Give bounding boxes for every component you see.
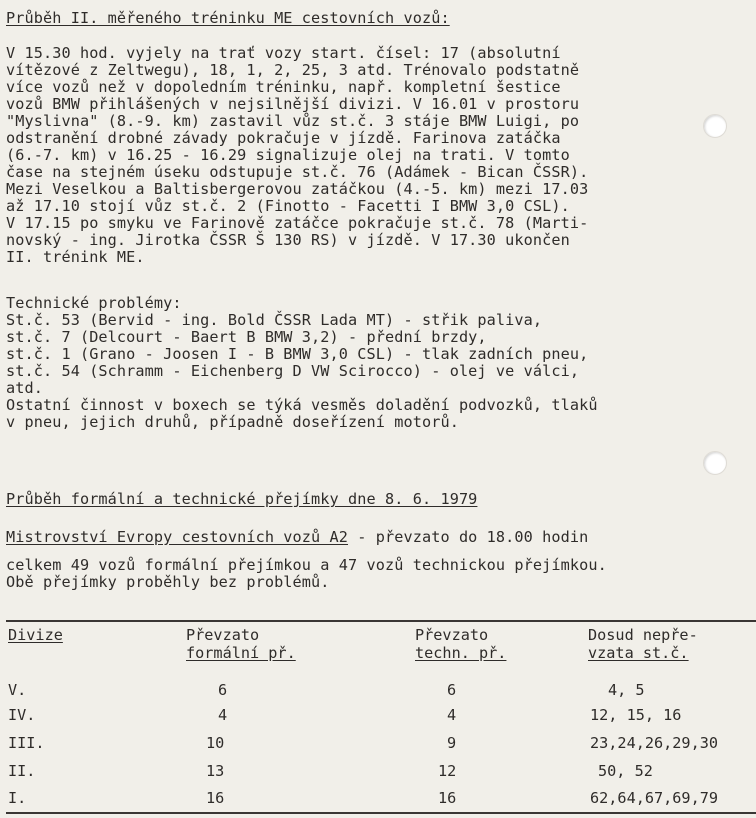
cell-remaining: 4, 5 <box>608 681 645 699</box>
body-line: vozů BMW přihlášených v nejsilnější divizi. V 16.01 v prostoru <box>6 95 580 113</box>
body-line: více vozů než v dopoledním tréninku, např. kompletní šestice <box>6 78 561 96</box>
table-header-division: Divize <box>8 626 63 644</box>
body-line: st.č. 54 (Schramm - Eichenberg D VW Scirocco) - olej ve válci, <box>6 362 580 380</box>
cell-division: IV. <box>8 706 36 724</box>
body-line: "Myslivna" (8.-9. km) zastavil vůz st.č. 3 stáje BMW Luigi, po <box>6 112 580 130</box>
cell-formal: 10 <box>206 734 225 752</box>
cell-formal: 4 <box>218 706 228 724</box>
body-line: vítězové z Zeltwegu), 18, 1, 2, 25, 3 atd. Trénovalo podstatně <box>6 61 580 79</box>
table-top-rule <box>6 620 756 622</box>
cell-division: III. <box>8 734 45 752</box>
cell-technical: 16 <box>438 789 457 807</box>
cell-division: V. <box>8 681 27 699</box>
body-line: odstranění drobné závady pokračuje v jízdě. Farinova zatáčka <box>6 129 561 147</box>
body-line: (6.-7. km) v 16.25 - 16.29 signalizuje olej na trati. V tomto <box>6 146 570 164</box>
punch-hole <box>703 114 727 138</box>
cell-remaining: 50, 52 <box>598 762 653 780</box>
cell-technical: 12 <box>438 762 457 780</box>
body-line: Technické problémy: <box>6 294 182 312</box>
body-line: Mezi Veselkou a Baltisbergerovou zatáčkou (4.-5. km) mezi 17.03 <box>6 180 589 198</box>
body-line: II. trénink ME. <box>6 248 145 266</box>
section3-subheading-line <box>6 529 588 545</box>
cell-division: I. <box>8 789 27 807</box>
cell-formal: 6 <box>218 681 228 699</box>
body-line: st.č. 1 (Grano - Joosen I - B BMW 3,0 CSL) - tlak zadních pneu, <box>6 345 589 363</box>
body-line: st.č. 7 (Delcourt - Baert B BMW 3,2) - přední brzdy, <box>6 328 487 346</box>
cell-formal: 16 <box>206 789 225 807</box>
cell-division: II. <box>8 762 36 780</box>
cell-formal: 13 <box>206 762 225 780</box>
section3-subheading-rest: - převzato do 18.00 hodin <box>348 528 589 546</box>
body-line: čase na stejném úseku odstupuje st.č. 76 (Adámek - Bican ČSSR). <box>6 163 589 181</box>
table-header-formal-line2: formální př. <box>186 644 296 662</box>
table-header-formal-line1: Převzato <box>186 626 260 644</box>
cell-remaining: 23,24,26,29,30 <box>590 734 719 752</box>
table-header-remaining-line2: vzata st.č. <box>588 644 689 662</box>
body-line: V 15.30 hod. vyjely na trať vozy start. čísel: 17 (absolutní <box>6 44 561 62</box>
cell-technical: 9 <box>447 734 457 752</box>
table-header-remaining-line1: Dosud nepře- <box>588 626 698 644</box>
punch-hole <box>703 451 727 475</box>
body-line: Obě přejímky proběhly bez problémů. <box>6 573 330 591</box>
body-line: Ostatní činnost v boxech se týká vesměs doladění podvozků, tlaků <box>6 396 598 414</box>
cell-remaining: 62,64,67,69,79 <box>590 789 719 807</box>
table-bottom-rule <box>6 812 756 814</box>
body-line: celkem 49 vozů formální přejímkou a 47 vozů technickou přejímkou. <box>6 556 607 574</box>
table-header-technical-line2: techn. př. <box>415 644 507 662</box>
section3-heading: Průběh formální a technické přejímky dne 8. 6. 1979 <box>6 490 478 508</box>
section3-subheading: Mistrovství Evropy cestovních vozů A2 <box>6 528 349 546</box>
cell-remaining: 12, 15, 16 <box>590 706 682 724</box>
body-line: novský - ing. Jirotka ČSSR Š 130 RS) v jízdě. V 17.30 ukončen <box>6 231 570 249</box>
section1-heading: Průběh II. měřeného tréninku ME cestovních vozů: <box>6 9 450 27</box>
body-line: St.č. 53 (Bervid - ing. Bold ČSSR Lada MT) - střik paliva, <box>6 311 543 329</box>
body-line: až 17.10 stojí vůz st.č. 2 (Finotto - Facetti I BMW 3,0 CSL). <box>6 197 570 215</box>
body-line: v pneu, jejich druhů, případně doseřízení motorů. <box>6 413 459 431</box>
cell-technical: 4 <box>447 706 457 724</box>
table-header-technical-line1: Převzato <box>415 626 489 644</box>
cell-technical: 6 <box>447 681 457 699</box>
body-line: atd. <box>6 379 43 397</box>
body-line: V 17.15 po smyku ve Farinově zatáčce pokračuje st.č. 78 (Marti- <box>6 214 589 232</box>
